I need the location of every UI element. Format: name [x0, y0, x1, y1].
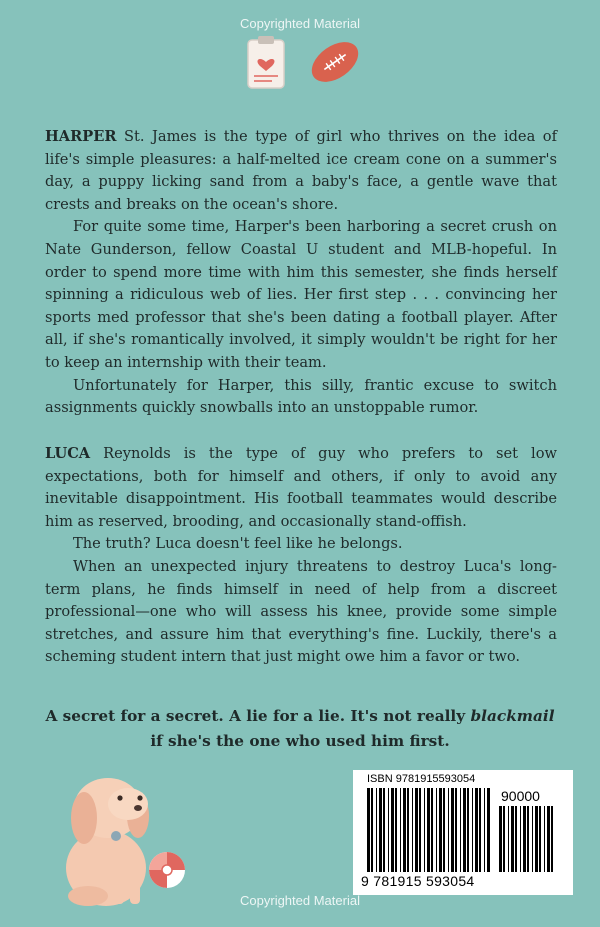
luca-paragraph-3: When an unexpected injury threatens to destroy Luca's long-term plans, he finds himself in need of help from a discreet professional—one who will assess his knee, provide some simple stretches, and assure him that everything's fine. Luckily, there's a scheming student intern that just might owe him a favor or two.: [45, 557, 557, 666]
isbn-barcode: [353, 770, 573, 895]
luca-paragraph-1: [45, 443, 557, 533]
luca-section: [45, 443, 557, 669]
price-code: 90000: [501, 788, 540, 804]
luca-paragraph-2: The truth? Luca doesn't feel like he belongs.: [73, 535, 403, 553]
watermark-bottom: Copyrighted Material: [240, 893, 360, 908]
beach-ball-icon: [147, 850, 187, 894]
luca-p1-text: Reynolds is the type of guy who prefers to set low expectations, both for himself and others, if only to avoid any inevitable disappointment. His football teammates would describe him as reserved, brooding, and occasionally stand-offish.: [45, 445, 557, 530]
isbn-label: ISBN 9781915593054: [367, 773, 476, 785]
clipboard-heart-icon: [248, 36, 284, 88]
luca-name: LUCA: [45, 445, 91, 462]
watermark-top: Copyrighted Material: [240, 16, 360, 31]
tagline-part-1: A secret for a secret. A lie for a lie. It's not really: [45, 707, 471, 725]
harper-name: HARPER: [45, 128, 117, 145]
harper-paragraph-3: Unfortunately for Harper, this silly, frantic excuse to switch assignments quickly snowballs into an unstoppable rumor.: [45, 376, 557, 417]
harper-paragraph-2: For quite some time, Harper's been harboring a secret crush on Nate Gunderson, fellow Coastal U student and MLB-hopeful. In order to spend more time with him this semester, she finds herself spinning a ridiculous web of lies. Her first step . . . convincing her sports med professor that she's been dating a football player. After all, if she's romantically involved, it simply wouldn't be right for her to keep an internship with their team.: [45, 218, 557, 371]
barcode-bars: [367, 788, 493, 872]
tagline-part-2: if she's the one who used him first.: [150, 732, 450, 750]
harper-p1-text: St. James is the type of girl who thrives on the idea of life's simple pleasures: a half-melted ice cream cone on a summer's day, a puppy licking sand from a baby's face, a gentle wave that crests and breaks on the ocean's shore.: [45, 128, 557, 213]
harper-paragraph-1: [45, 126, 557, 216]
header-icons: [240, 30, 370, 100]
addon-barcode-bars: [499, 806, 557, 872]
tagline: [40, 704, 560, 754]
harper-section: [45, 126, 557, 420]
isbn-digits: 9 781915 593054: [361, 873, 475, 889]
tagline-emphasis: blackmail: [470, 707, 555, 725]
football-icon: [305, 34, 366, 90]
